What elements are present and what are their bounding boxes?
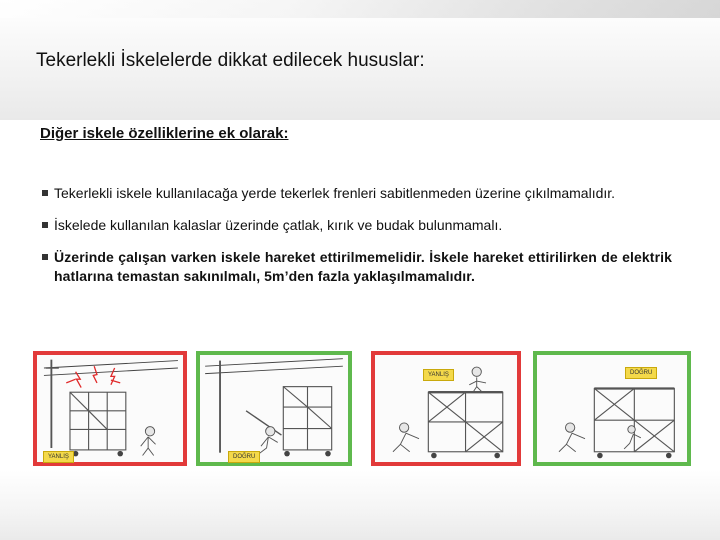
scaffold-safe-move-drawing: [200, 355, 348, 462]
bullet-item: [42, 248, 672, 286]
bullet-text: Tekerlekli iskele kullanılacağa yerde tekerlek frenleri sabitlenmeden üzerine çıkılmamalıdır.: [54, 185, 616, 201]
figure-badge: DOĞRU: [625, 367, 657, 379]
illustration-correct-empty-scaffold: [533, 351, 691, 466]
bottom-gradient: [0, 470, 720, 540]
figure-badge: YANLIŞ: [43, 451, 74, 463]
bullet-square-icon: [42, 222, 48, 228]
illustration-wrong-worker-on-top: [371, 351, 521, 466]
bullet-text: İskelede kullanılan kalaslar üzerinde çatlak, kırık ve budak bulunmamalı.: [54, 217, 503, 233]
illustration-wrong-power-lines: [33, 351, 187, 466]
bullet-item: [42, 184, 672, 203]
page-title: Tekerlekli İskelelerde dikkat edilecek hususlar:: [36, 50, 425, 71]
figure-badge: YANLIŞ: [423, 369, 454, 381]
scaffold-empty-move-drawing: [537, 355, 687, 462]
figure-badge: DOĞRU: [228, 451, 260, 463]
scaffold-power-line-drawing: [37, 355, 183, 462]
illustration-correct-safe-distance: [196, 351, 352, 466]
bullet-item: [42, 216, 672, 235]
bullet-square-icon: [42, 190, 48, 196]
bullet-list: [42, 184, 672, 299]
bullet-text: Üzerinde çalışan varken iskele hareket ettirilmemelidir. İskele hareket ettirilirken de elektrik hatlarına temastan sakınılmalı, 5m’den fazla yaklaşılmamalıdır.: [54, 249, 672, 284]
section-subtitle: Diğer iskele özelliklerine ek olarak:: [40, 125, 289, 142]
bullet-square-icon: [42, 254, 48, 260]
illustration-row: [33, 351, 693, 471]
